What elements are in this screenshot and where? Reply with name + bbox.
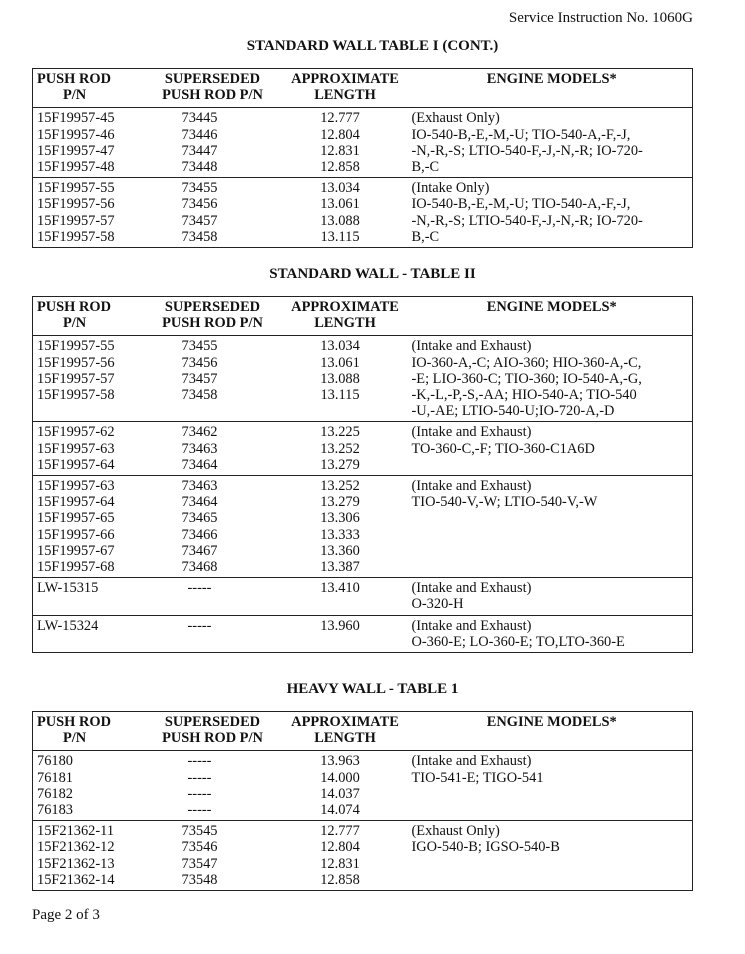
table-row xyxy=(33,108,693,178)
push-rod-pn: 15F19957-64 xyxy=(37,456,115,473)
superseded-pn: 73468 xyxy=(181,559,218,576)
approximate-length: 14.037 xyxy=(320,785,360,802)
approximate-length: 12.777 xyxy=(320,110,360,127)
header-push-rod-pn: PUSH ROD P/N xyxy=(37,299,111,332)
table-row xyxy=(33,751,693,821)
approximate-length: 12.858 xyxy=(320,159,360,176)
approximate-length: 13.115 xyxy=(320,387,360,404)
approximate-length: 12.804 xyxy=(320,839,360,856)
approximate-length: 13.034 xyxy=(320,338,360,355)
table-row xyxy=(33,422,693,476)
superseded-pn: ----- xyxy=(187,769,212,786)
approximate-length: 14.074 xyxy=(320,802,360,819)
push-rod-pn: 15F19957-56 xyxy=(37,354,115,371)
push-rod-pn: 15F19957-55 xyxy=(37,338,115,355)
push-rod-pn: 76181 xyxy=(37,769,73,786)
push-rod-pn: 76182 xyxy=(37,785,73,802)
superseded-pn: 73456 xyxy=(181,196,218,213)
length-cell xyxy=(283,422,408,476)
engine-models-line: IO-360-A,-C; AIO-360; HIO-360-A,-C, xyxy=(411,354,642,371)
push-rod-pn: 15F21362-13 xyxy=(37,855,115,872)
superseded-pn: 73457 xyxy=(181,212,218,229)
header-approximate-length: APPROXIMATE LENGTH xyxy=(291,71,399,104)
engine-models-line: IO-540-B,-E,-M,-U; TIO-540-A,-F,-J, xyxy=(411,196,631,213)
superseded-pn: 73464 xyxy=(181,494,218,511)
superseded-pn: 73465 xyxy=(181,510,218,527)
table-header-row xyxy=(33,69,693,108)
superseded-pn: 73456 xyxy=(181,354,218,371)
push-rod-pn: 76180 xyxy=(37,753,73,770)
push-rod-pn-cell xyxy=(33,615,143,652)
approximate-length: 13.279 xyxy=(320,494,360,511)
length-cell xyxy=(283,821,408,891)
engine-models-line: -N,-R,-S; LTIO-540-F,-J,-N,-R; IO-720- xyxy=(411,142,643,159)
table-title-heavy-wall-1: HEAVY WALL - TABLE 1 xyxy=(286,681,459,697)
superseded-pn: ----- xyxy=(187,785,212,802)
length-cell xyxy=(283,178,408,248)
engine-models-line: -K,-L,-P,-S,-AA; HIO-540-A; TIO-540 xyxy=(411,387,637,404)
table-row-group xyxy=(33,578,693,615)
engine-models-line: (Intake and Exhaust) xyxy=(411,424,532,441)
length-cell xyxy=(283,578,408,615)
header-push-rod-pn: PUSH ROD P/N xyxy=(37,71,111,104)
superseded-pn-cell xyxy=(143,422,283,476)
push-rod-pn-cell xyxy=(33,108,143,178)
superseded-pn: 73548 xyxy=(181,871,218,888)
header-engine-models: ENGINE MODELS* xyxy=(486,714,617,730)
push-rod-pn-cell xyxy=(33,178,143,248)
engine-models-line: IGO-540-B; IGSO-540-B xyxy=(411,839,560,856)
superseded-pn: 73463 xyxy=(181,440,218,457)
approximate-length: 13.387 xyxy=(320,559,360,576)
length-cell xyxy=(283,476,408,578)
superseded-pn: ----- xyxy=(187,753,212,770)
table-title-standard-wall-2: STANDARD WALL - TABLE II xyxy=(269,266,476,282)
approximate-length: 13.061 xyxy=(320,196,360,213)
engine-models-cell xyxy=(408,821,693,891)
engine-models-cell xyxy=(408,751,693,821)
push-rod-pn: 15F19957-67 xyxy=(37,542,115,559)
superseded-pn: 73458 xyxy=(181,387,218,404)
push-rod-pn: 15F19957-64 xyxy=(37,494,115,511)
engine-models-line: (Exhaust Only) xyxy=(411,823,500,840)
engine-models-line: (Intake and Exhaust) xyxy=(411,478,532,495)
push-rod-pn: 15F19957-47 xyxy=(37,142,115,159)
engine-models-line: TIO-540-V,-W; LTIO-540-V,-W xyxy=(411,494,598,511)
superseded-pn-cell xyxy=(143,108,283,178)
superseded-pn: 73545 xyxy=(181,823,218,840)
superseded-pn: 73458 xyxy=(181,228,218,245)
engine-models-cell xyxy=(408,476,693,578)
superseded-pn: 73457 xyxy=(181,370,218,387)
superseded-pn-cell xyxy=(143,578,283,615)
superseded-pn: 73547 xyxy=(181,855,218,872)
approximate-length: 13.333 xyxy=(320,526,360,543)
push-rod-pn-cell xyxy=(33,476,143,578)
engine-models-line: -U,-AE; LTIO-540-U;IO-720-A,-D xyxy=(411,403,615,420)
engine-models-line: B,-C xyxy=(411,159,440,176)
superseded-pn: 73466 xyxy=(181,526,218,543)
superseded-pn: ----- xyxy=(187,580,212,597)
engine-models-line: TIO-541-E; TIGO-541 xyxy=(411,769,544,786)
push-rod-pn: 76183 xyxy=(37,802,73,819)
push-rod-pn: LW-15324 xyxy=(37,617,99,634)
length-cell xyxy=(283,615,408,652)
approximate-length: 13.061 xyxy=(320,354,360,371)
approximate-length: 13.088 xyxy=(320,212,360,229)
engine-models-line: B,-C xyxy=(411,228,440,245)
superseded-pn: 73447 xyxy=(181,142,218,159)
superseded-pn-cell xyxy=(143,821,283,891)
table-header-row xyxy=(33,297,693,336)
push-rod-pn: 15F21362-11 xyxy=(37,823,115,840)
header-approximate-length: APPROXIMATE LENGTH xyxy=(291,299,399,332)
approximate-length: 12.777 xyxy=(320,823,360,840)
engine-models-line: (Intake and Exhaust) xyxy=(411,338,532,355)
engine-models-cell xyxy=(408,578,693,615)
engine-models-line: IO-540-B,-E,-M,-U; TIO-540-A,-F,-J, xyxy=(411,126,631,143)
superseded-pn: 73455 xyxy=(181,180,218,197)
table-row-group xyxy=(33,821,693,891)
push-rod-pn-cell xyxy=(33,751,143,821)
approximate-length: 14.000 xyxy=(320,769,360,786)
engine-models-line: (Exhaust Only) xyxy=(411,110,500,127)
header-approximate-length: APPROXIMATE LENGTH xyxy=(291,714,399,747)
push-rod-pn-cell xyxy=(33,821,143,891)
engine-models-line: O-360-E; LO-360-E; TO,LTO-360-E xyxy=(411,633,625,650)
approximate-length: 13.360 xyxy=(320,542,360,559)
push-rod-pn: 15F19957-65 xyxy=(37,510,115,527)
table-row-group xyxy=(33,476,693,578)
push-rod-pn: 15F19957-56 xyxy=(37,196,115,213)
engine-models-line: -N,-R,-S; LTIO-540-F,-J,-N,-R; IO-720- xyxy=(411,212,643,229)
push-rod-pn: LW-15315 xyxy=(37,580,99,597)
superseded-pn: ----- xyxy=(187,802,212,819)
push-rod-pn: 15F21362-12 xyxy=(37,839,115,856)
superseded-pn: 73448 xyxy=(181,159,218,176)
length-cell xyxy=(283,751,408,821)
push-rod-pn: 15F19957-62 xyxy=(37,424,115,441)
engine-models-cell xyxy=(408,178,693,248)
push-rod-pn-cell xyxy=(33,336,143,422)
engine-models-cell xyxy=(408,422,693,476)
engine-models-line: (Intake and Exhaust) xyxy=(411,580,532,597)
table-row-group xyxy=(33,615,693,652)
push-rod-pn: 15F19957-46 xyxy=(37,126,115,143)
superseded-pn: 73462 xyxy=(181,424,218,441)
length-cell xyxy=(283,336,408,422)
table-title-standard-wall-1: STANDARD WALL TABLE I (CONT.) xyxy=(246,38,499,54)
header-superseded-pn: SUPERSEDED PUSH ROD P/N xyxy=(162,714,263,747)
superseded-pn-cell xyxy=(143,751,283,821)
superseded-pn: 73463 xyxy=(181,478,218,495)
table-row xyxy=(33,821,693,891)
table-row-group xyxy=(33,108,693,178)
engine-models-line: -E; LIO-360-C; TIO-360; IO-540-A,-G, xyxy=(411,370,642,387)
engine-models-line: (Intake and Exhaust) xyxy=(411,617,532,634)
superseded-pn: 73446 xyxy=(181,126,218,143)
push-rod-table-heavy-wall-1 xyxy=(32,711,693,891)
superseded-pn-cell xyxy=(143,336,283,422)
engine-models-cell xyxy=(408,615,693,652)
table-row xyxy=(33,178,693,248)
engine-models-line: (Intake and Exhaust) xyxy=(411,753,532,770)
superseded-pn: 73445 xyxy=(181,110,218,127)
push-rod-pn: 15F19957-45 xyxy=(37,110,115,127)
push-rod-pn: 15F19957-58 xyxy=(37,387,115,404)
push-rod-pn-cell xyxy=(33,578,143,615)
superseded-pn: 73546 xyxy=(181,839,218,856)
engine-models-cell xyxy=(408,336,693,422)
approximate-length: 12.831 xyxy=(320,855,360,872)
table-row-group xyxy=(33,751,693,821)
superseded-pn: 73464 xyxy=(181,456,218,473)
superseded-pn-cell xyxy=(143,178,283,248)
approximate-length: 12.858 xyxy=(320,871,360,888)
approximate-length: 13.963 xyxy=(320,753,360,770)
engine-models-line: O-320-H xyxy=(411,596,464,613)
header-push-rod-pn: PUSH ROD P/N xyxy=(37,714,111,747)
push-rod-pn: 15F19957-63 xyxy=(37,440,115,457)
push-rod-pn: 15F19957-66 xyxy=(37,526,115,543)
header-engine-models: ENGINE MODELS* xyxy=(486,299,617,315)
push-rod-pn-cell xyxy=(33,422,143,476)
approximate-length: 13.960 xyxy=(320,617,360,634)
approximate-length: 13.306 xyxy=(320,510,360,527)
superseded-pn: ----- xyxy=(187,617,212,634)
superseded-pn: 73467 xyxy=(181,542,218,559)
push-rod-pn: 15F19957-57 xyxy=(37,370,115,387)
approximate-length: 12.831 xyxy=(320,142,360,159)
approximate-length: 13.088 xyxy=(320,370,360,387)
table-row-group xyxy=(33,422,693,476)
table-row-group xyxy=(33,336,693,422)
table-row xyxy=(33,476,693,578)
header-superseded-pn: SUPERSEDED PUSH ROD P/N xyxy=(162,71,263,104)
approximate-length: 13.034 xyxy=(320,180,360,197)
approximate-length: 13.115 xyxy=(320,228,360,245)
engine-models-cell xyxy=(408,108,693,178)
approximate-length: 13.410 xyxy=(320,580,360,597)
push-rod-pn: 15F19957-48 xyxy=(37,159,115,176)
superseded-pn-cell xyxy=(143,615,283,652)
table-row xyxy=(33,615,693,652)
approximate-length: 12.804 xyxy=(320,126,360,143)
approximate-length: 13.279 xyxy=(320,456,360,473)
push-rod-pn: 15F19957-58 xyxy=(37,228,115,245)
approximate-length: 13.252 xyxy=(320,478,360,495)
push-rod-pn: 15F19957-63 xyxy=(37,478,115,495)
superseded-pn-cell xyxy=(143,476,283,578)
push-rod-pn: 15F19957-57 xyxy=(37,212,115,229)
push-rod-pn: 15F21362-14 xyxy=(37,871,115,888)
page-number: Page 2 of 3 xyxy=(32,907,100,923)
engine-models-line: (Intake Only) xyxy=(411,180,490,197)
push-rod-pn: 15F19957-68 xyxy=(37,559,115,576)
table-header-row xyxy=(33,712,693,751)
approximate-length: 13.225 xyxy=(320,424,360,441)
superseded-pn: 73455 xyxy=(181,338,218,355)
table-row xyxy=(33,578,693,615)
header-engine-models: ENGINE MODELS* xyxy=(486,71,617,87)
push-rod-pn: 15F19957-55 xyxy=(37,180,115,197)
push-rod-table-standard-wall-2 xyxy=(32,296,693,653)
service-instruction-number: Service Instruction No. 1060G xyxy=(508,10,693,26)
table-row-group xyxy=(33,178,693,248)
length-cell xyxy=(283,108,408,178)
engine-models-line: TO-360-C,-F; TIO-360-C1A6D xyxy=(411,440,595,457)
header-superseded-pn: SUPERSEDED PUSH ROD P/N xyxy=(162,299,263,332)
approximate-length: 13.252 xyxy=(320,440,360,457)
push-rod-table-standard-wall-1 xyxy=(32,68,693,248)
table-row xyxy=(33,336,693,422)
